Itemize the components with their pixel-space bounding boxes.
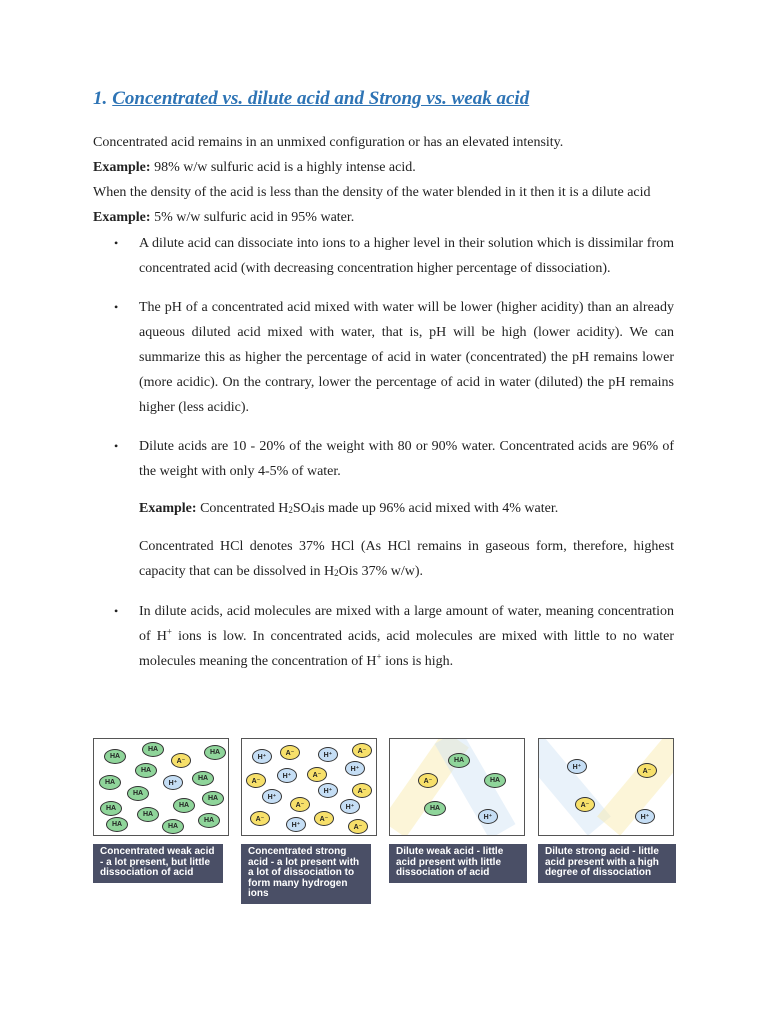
h-plus-ion: H⁺ bbox=[340, 799, 360, 814]
a-minus-ion: A⁻ bbox=[246, 773, 266, 788]
caption-dilute-weak: Dilute weak acid - little acid present with little dissociation of acid bbox=[389, 844, 527, 883]
a-minus-ion: A⁻ bbox=[637, 763, 657, 778]
ha-molecule: HA bbox=[484, 773, 506, 788]
intro-paragraph-2: When the density of the acid is less than the density of the water blended in it then it is a dilute acid bbox=[93, 185, 651, 200]
a-minus-ion: A⁻ bbox=[250, 811, 270, 826]
bullet-3-example bbox=[93, 496, 674, 522]
h-plus-ion: H⁺ bbox=[277, 768, 297, 783]
example-text: SO bbox=[292, 501, 311, 516]
bullet-text: ions is high. bbox=[381, 654, 454, 669]
acid-dissociation-diagram bbox=[93, 738, 676, 908]
bullet-text: In dilute acids, acid molecules are mixed with a large amount of water, meaning concentration of H bbox=[139, 604, 674, 644]
ha-molecule: HA bbox=[192, 771, 214, 786]
subscript: 2 bbox=[288, 505, 293, 515]
example-label: Example: bbox=[139, 501, 197, 516]
hcl-text: Ois 37% w/w). bbox=[338, 564, 424, 579]
caption-concentrated-weak: Concentrated weak acid - a lot present, but little dissociation of acid bbox=[93, 844, 223, 883]
ha-molecule: HA bbox=[104, 749, 126, 764]
h-plus-ion: H⁺ bbox=[318, 783, 338, 798]
superscript: + bbox=[166, 626, 172, 637]
ha-molecule: HA bbox=[127, 786, 149, 801]
a-minus-ion: A⁻ bbox=[280, 745, 300, 760]
ha-molecule: HA bbox=[202, 791, 224, 806]
ha-molecule: HA bbox=[137, 807, 159, 822]
bullet-item-2 bbox=[93, 295, 674, 420]
shading bbox=[597, 738, 674, 836]
intro-example-2 bbox=[93, 205, 674, 230]
ha-molecule: HA bbox=[198, 813, 220, 828]
a-minus-ion: A⁻ bbox=[290, 797, 310, 812]
molecule-box bbox=[389, 738, 525, 836]
ha-molecule: HA bbox=[106, 817, 128, 832]
h-plus-ion: H⁺ bbox=[262, 789, 282, 804]
h-plus-ion: H⁺ bbox=[163, 775, 183, 790]
bullet-item-1 bbox=[93, 231, 674, 281]
a-minus-ion: A⁻ bbox=[352, 783, 372, 798]
h-plus-ion: H⁺ bbox=[478, 809, 498, 824]
a-minus-ion: A⁻ bbox=[352, 743, 372, 758]
bullet-item-3 bbox=[93, 434, 674, 484]
body-text bbox=[93, 130, 674, 674]
bullet-icon: • bbox=[114, 604, 119, 618]
bullet-icon: • bbox=[114, 236, 119, 250]
bullet-text: ions is low. In concentrated acids, acid molecules are mixed with little to no water molecules meaning the concentration of H bbox=[139, 629, 674, 669]
example-text: 5% w/w sulfuric acid in 95% water. bbox=[150, 210, 355, 225]
ha-molecule: HA bbox=[424, 801, 446, 816]
subscript: 4 bbox=[310, 505, 316, 515]
heading-text: Concentrated vs. dilute acid and Strong vs. weak acid bbox=[112, 88, 530, 109]
h-plus-ion: H⁺ bbox=[252, 749, 272, 764]
bullet-item-4 bbox=[93, 599, 674, 674]
ha-molecule: HA bbox=[100, 801, 122, 816]
h-plus-ion: H⁺ bbox=[345, 761, 365, 776]
bullet-text: A dilute acid can dissociate into ions to a higher level in their solution which is dissimilar from concentrated acid (with decreasing concentration higher percentage of dissociation). bbox=[139, 236, 674, 276]
ha-molecule: HA bbox=[448, 753, 470, 768]
a-minus-ion: A⁻ bbox=[171, 753, 191, 768]
bullet-list bbox=[93, 231, 674, 674]
caption-concentrated-strong: Concentrated strong acid - a lot present with a lot of dissociation to form many hydrogen ions bbox=[241, 844, 371, 904]
a-minus-ion: A⁻ bbox=[314, 811, 334, 826]
caption-dilute-strong: Dilute strong acid - little acid present with a high degree of dissociation bbox=[538, 844, 676, 883]
h-plus-ion: H⁺ bbox=[635, 809, 655, 824]
shading bbox=[538, 738, 611, 836]
ha-molecule: HA bbox=[135, 763, 157, 778]
hcl-text: Concentrated HCl denotes 37% HCl (As HCl remains in gaseous form, therefore, highest capacity that can be dissolved in H bbox=[139, 539, 674, 579]
a-minus-ion: A⁻ bbox=[418, 773, 438, 788]
heading-number: 1. bbox=[93, 88, 108, 109]
h-plus-ion: H⁺ bbox=[286, 817, 306, 832]
ha-molecule: HA bbox=[99, 775, 121, 790]
section-heading bbox=[93, 88, 529, 110]
h-plus-ion: H⁺ bbox=[567, 759, 587, 774]
example-text: Concentrated H bbox=[196, 501, 289, 516]
h-plus-ion: H⁺ bbox=[318, 747, 338, 762]
bullet-text: Dilute acids are 10 - 20% of the weight with 80 or 90% water. Concentrated acids are 96% of the weight with only 4-5% of water. bbox=[139, 439, 674, 479]
bullet-text: The pH of a concentrated acid mixed with water will be lower (higher acidity) than an already aqueous diluted acid mixed with water, that is, pH will be high (lower acidity). We can summarize this as higher the percentage of acid in water (concentrated) the pH remains lower (more acidic). On the contrary, lower the percentage of acid in water (diluted) the pH remains higher (less acidic). bbox=[139, 300, 674, 415]
bullet-icon: • bbox=[114, 300, 119, 314]
ha-molecule: HA bbox=[162, 819, 184, 834]
a-minus-ion: A⁻ bbox=[575, 797, 595, 812]
subscript: 2 bbox=[334, 568, 339, 578]
example-label: Example: bbox=[93, 210, 151, 225]
molecule-box bbox=[538, 738, 674, 836]
ha-molecule: HA bbox=[173, 798, 195, 813]
intro-paragraph-1: Concentrated acid remains in an unmixed configuration or has an elevated intensity. bbox=[93, 135, 564, 150]
ha-molecule: HA bbox=[142, 742, 164, 757]
molecule-box bbox=[93, 738, 229, 836]
ha-molecule: HA bbox=[204, 745, 226, 760]
bullet-3-hcl bbox=[93, 534, 674, 585]
superscript: + bbox=[376, 651, 382, 662]
shading bbox=[435, 738, 516, 836]
example-text: is made up 96% acid mixed with 4% water. bbox=[315, 501, 559, 516]
example-label: Example: bbox=[93, 160, 151, 175]
bullet-icon: • bbox=[114, 439, 119, 453]
a-minus-ion: A⁻ bbox=[307, 767, 327, 782]
intro-example-1 bbox=[93, 155, 674, 180]
molecule-box bbox=[241, 738, 377, 836]
a-minus-ion: A⁻ bbox=[348, 819, 368, 834]
example-text: 98% w/w sulfuric acid is a highly intense acid. bbox=[150, 160, 416, 175]
